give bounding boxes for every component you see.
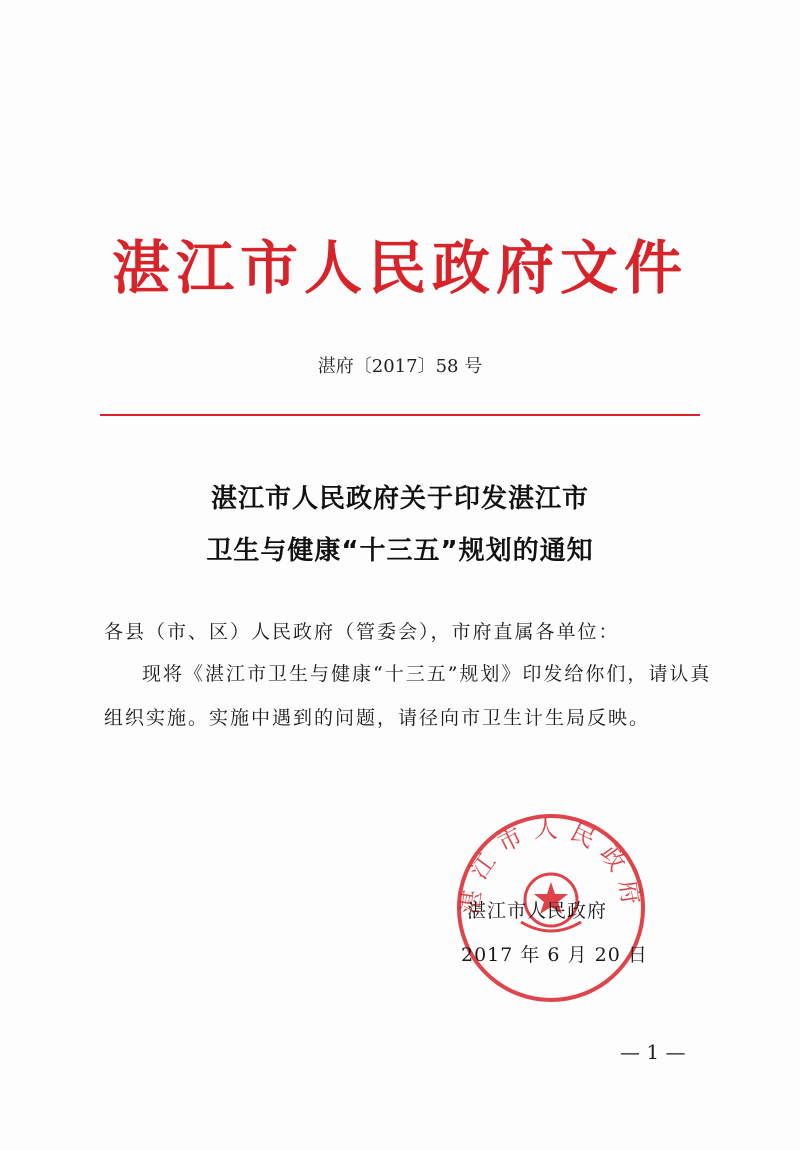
- page-number: — 1 —: [620, 1040, 686, 1064]
- signing-date: 2017 年 6 月 20 日: [461, 944, 648, 966]
- seal-text: 湛江市人民政府: [455, 815, 647, 917]
- body-paragraph-line-2: 组织实施。实施中遇到的问题，请径向市卫生计生局反映。: [104, 707, 651, 729]
- document-number: 湛府〔2017〕58 号: [317, 356, 483, 377]
- addressee-line: 各县（市、区）人民政府（管委会），市府直属各单位：: [104, 621, 620, 643]
- document-title-line-1: 湛江市人民政府关于印发湛江市: [210, 484, 589, 514]
- document-title-line-2: 卫生与健康“十三五”规划的通知: [206, 536, 594, 566]
- signing-authority: 湛江市人民政府: [467, 900, 608, 922]
- body-paragraph-line-1: 现将《湛江市卫生与健康“十三五”规划》印发给你们，请认真: [142, 663, 712, 685]
- red-divider-line: [100, 414, 700, 416]
- issuer-masthead: 湛江市人民政府文件: [111, 234, 688, 302]
